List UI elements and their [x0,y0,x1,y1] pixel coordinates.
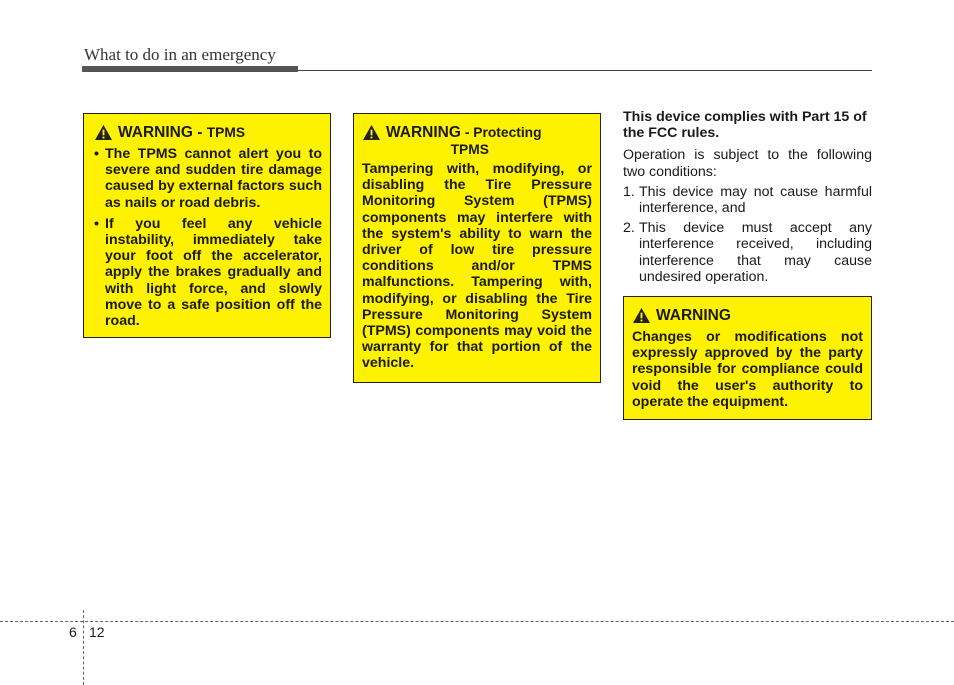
condition-number: 2. [623,220,635,237]
warning-box-fcc [623,296,872,420]
warning-title-main: WARNING [386,124,461,141]
warning-title [632,307,863,325]
warning-title-main: WARNING - [118,124,203,141]
warning-title [362,124,592,157]
list-item: • If you feel any vehicle instability, immediately take your foot off the accelerator, apply the brakes gradually and with light force, and slowly move to a safe position off the road. [94,216,322,329]
page-number: 12 [89,624,105,640]
warning-title-sub: TPMS [206,125,246,140]
list-item: • The TPMS cannot alert you to severe and sudden tire damage caused by external factors such as nails or road debris. [94,146,322,211]
warning-box-tpms-alert [83,113,331,338]
section-title: What to do in an emergency [84,45,276,64]
chapter-number: 6 [69,624,77,640]
fcc-compliance-section [623,109,872,289]
header-rule [298,70,872,71]
header-accent-bar [82,66,298,72]
footer-divider [83,610,84,685]
condition-text: This device may not cause harmful interference, and [639,183,872,217]
warning-triangle-icon [632,307,651,324]
warning-title-sub2: TPMS [450,142,489,157]
warning-bullet-list [94,146,322,329]
condition-text: This device must accept any interference received, including interference that may cause undesired operation. [639,220,872,285]
footer-rule [0,621,954,622]
warning-title-sub: - Protecting [464,125,542,140]
fcc-heading: This device complies with Part 15 of the FCC rules. [623,109,867,142]
warning-box-protecting-tpms [353,113,601,383]
warning-triangle-icon [94,124,113,141]
condition-number: 1. [623,183,635,200]
fcc-intro: Operation is subject to the following two conditions: [623,147,872,180]
list-item [623,184,872,216]
warning-triangle-icon [362,124,381,141]
warning-title [94,124,322,142]
warning-body: Changes or modifications not expressly approved by the party responsible for compliance could void the user's authority to operate the equipment. [632,329,863,410]
list-item [623,220,872,285]
warning-body: Tampering with, modifying, or disabling the Tire Pressure Monitoring System (TPMS) components may interfere with the system's ability to warn the driver of low tire pressure conditions and/or TPMS malfunctions. Tampering with, modifying, or disabling the Tire Pressure Monitoring System (TPMS) components may void the warranty for that portion of the vehicle. [362,161,592,372]
warning-title-main: WARNING [656,307,731,324]
